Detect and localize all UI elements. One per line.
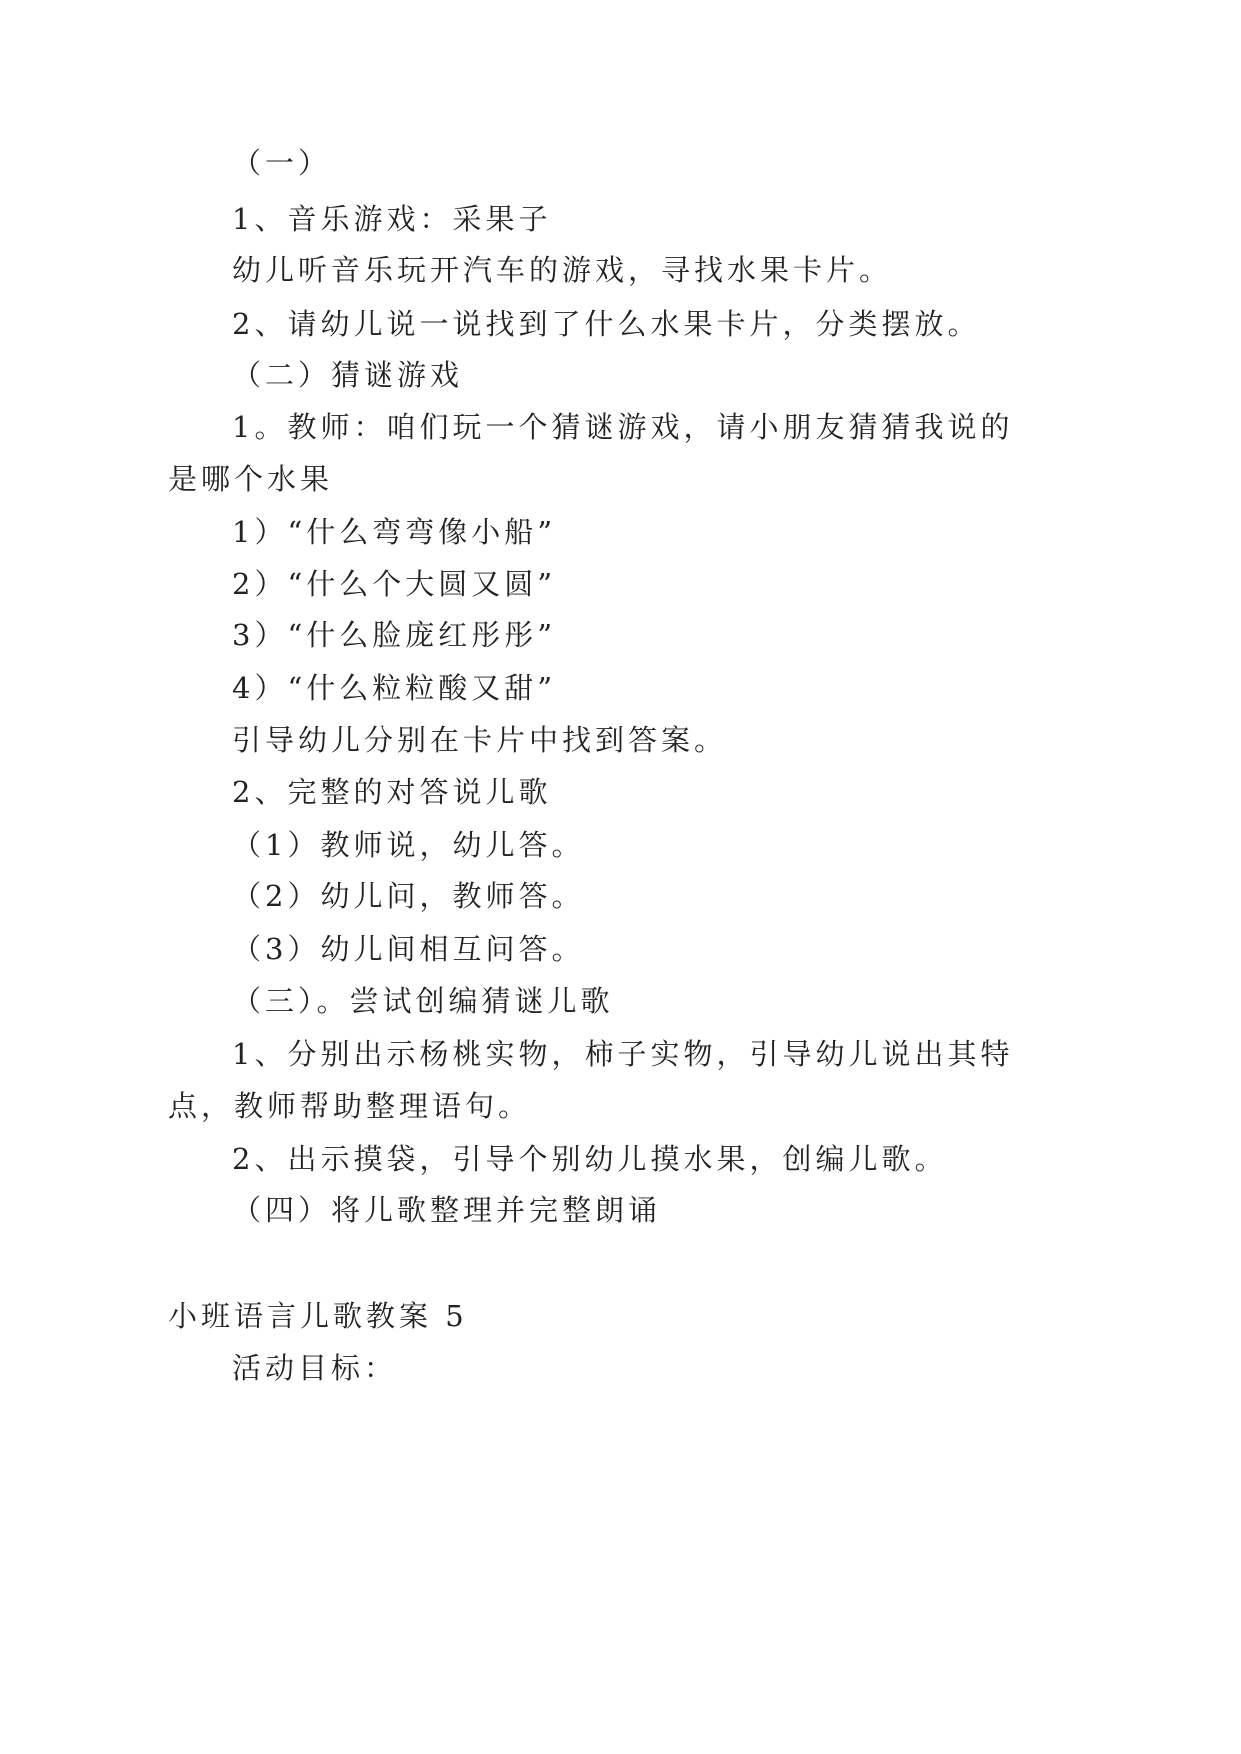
- paragraph-line: （3）幼儿间相互问答。: [232, 932, 585, 966]
- riddle-line: 4）“什么粒粒酸又甜”: [232, 671, 557, 705]
- riddle-line: 3）“什么脸庞红彤彤”: [232, 618, 557, 652]
- section-heading-one: （一）: [232, 146, 332, 180]
- paragraph-line: 点，教师帮助整理语句。: [168, 1089, 532, 1123]
- paragraph-line: （1）教师说，幼儿答。: [232, 828, 585, 862]
- paragraph-line: 引导幼儿分别在卡片中找到答案。: [232, 723, 728, 757]
- paragraph-line: 1、音乐游戏：采果子: [232, 202, 552, 236]
- paragraph-line: 1。教师：咱们玩一个猜谜游戏，请小朋友猜猜我说的: [232, 410, 1014, 444]
- section-heading-two: （二）猜谜游戏: [232, 358, 464, 392]
- paragraph-line: 幼儿听音乐玩开汽车的游戏，寻找水果卡片。: [232, 253, 893, 287]
- paragraph-line: 2、请幼儿说一说找到了什么水果卡片，分类摆放。: [232, 307, 981, 341]
- section-heading-four: （四）将儿歌整理并完整朗诵: [232, 1193, 662, 1227]
- paragraph-line: 1、分别出示杨桃实物，柿子实物，引导幼儿说出其特: [232, 1037, 1014, 1071]
- paragraph-line: 是哪个水果: [168, 462, 334, 496]
- riddle-line: 1）“什么弯弯像小船”: [232, 515, 557, 549]
- section-heading-three: （三）。尝试创编猜谜儿歌: [232, 984, 614, 1018]
- lesson-plan-title: 小班语言儿歌教案 5: [168, 1299, 468, 1333]
- paragraph-line: 2、出示摸袋，引导个别幼儿摸水果，创编儿歌。: [232, 1142, 948, 1176]
- paragraph-line: （2）幼儿问，教师答。: [232, 879, 585, 913]
- riddle-line: 2）“什么个大圆又圆”: [232, 567, 557, 601]
- paragraph-line: 2、完整的对答说儿歌: [232, 775, 552, 809]
- paragraph-line: 活动目标：: [232, 1351, 398, 1385]
